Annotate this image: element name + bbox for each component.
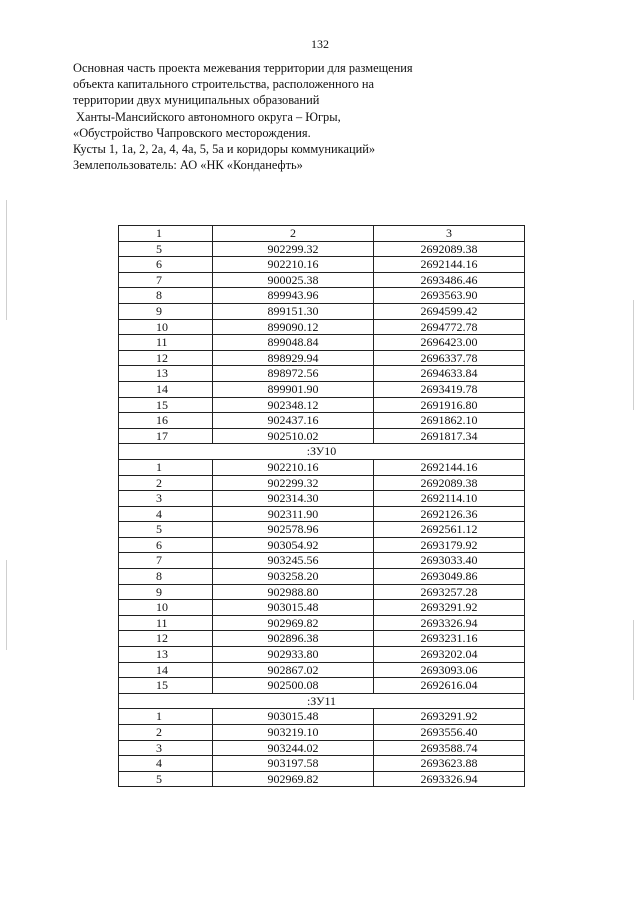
table-row: [119, 288, 525, 304]
point-number-cell: 14: [119, 381, 213, 397]
table-row: [119, 631, 525, 647]
point-number-cell: 8: [119, 288, 213, 304]
point-number-cell: 3: [119, 491, 213, 507]
table-row: [119, 303, 525, 319]
heading-line: Основная часть проекта межевания территории для размещения: [73, 61, 413, 75]
point-number-cell: 6: [119, 537, 213, 553]
y-coordinate-cell: 2692561.12: [374, 522, 525, 538]
y-coordinate-cell: 2693257.28: [374, 584, 525, 600]
y-coordinate-cell: 2693093.06: [374, 662, 525, 678]
y-coordinate-cell: 2696337.78: [374, 350, 525, 366]
y-coordinate-cell: 2692126.36: [374, 506, 525, 522]
point-number-cell: 13: [119, 647, 213, 663]
x-coordinate-cell: 903197.58: [213, 756, 374, 772]
x-coordinate-cell: 902578.96: [213, 522, 374, 538]
y-coordinate-cell: 2696423.00: [374, 335, 525, 351]
y-coordinate-cell: 2692144.16: [374, 257, 525, 273]
table-row: [119, 241, 525, 257]
point-number-cell: 15: [119, 678, 213, 694]
point-number-cell: 11: [119, 615, 213, 631]
point-number-cell: 12: [119, 350, 213, 366]
table-row: [119, 678, 525, 694]
table-row: [119, 647, 525, 663]
point-number-cell: 5: [119, 771, 213, 787]
table-row: [119, 257, 525, 273]
x-coordinate-cell: 903219.10: [213, 725, 374, 741]
table-row: [119, 584, 525, 600]
y-coordinate-cell: 2693179.92: [374, 537, 525, 553]
y-coordinate-cell: 2693486.46: [374, 272, 525, 288]
table-row: [119, 397, 525, 413]
x-coordinate-cell: 902510.02: [213, 428, 374, 444]
table-row: [119, 335, 525, 351]
y-coordinate-cell: 2694772.78: [374, 319, 525, 335]
x-coordinate-cell: 899151.30: [213, 303, 374, 319]
x-coordinate-cell: 902969.82: [213, 615, 374, 631]
x-coordinate-cell: 902933.80: [213, 647, 374, 663]
table-row: [119, 506, 525, 522]
point-number-cell: 1: [119, 709, 213, 725]
x-coordinate-cell: 900025.38: [213, 272, 374, 288]
point-number-cell: 17: [119, 428, 213, 444]
y-coordinate-cell: 2693563.90: [374, 288, 525, 304]
point-number-cell: 3: [119, 740, 213, 756]
table-row: [119, 381, 525, 397]
y-coordinate-cell: 2693326.94: [374, 771, 525, 787]
point-number-cell: 2: [119, 725, 213, 741]
x-coordinate-cell: 902299.32: [213, 475, 374, 491]
point-number-cell: 7: [119, 553, 213, 569]
point-number-cell: 6: [119, 257, 213, 273]
point-number-cell: 2: [119, 475, 213, 491]
point-number-cell: 5: [119, 241, 213, 257]
x-coordinate-cell: 903054.92: [213, 537, 374, 553]
point-number-cell: 9: [119, 584, 213, 600]
point-number-cell: 15: [119, 397, 213, 413]
point-number-cell: 10: [119, 600, 213, 616]
point-number-cell: 5: [119, 522, 213, 538]
y-coordinate-cell: 2693419.78: [374, 381, 525, 397]
x-coordinate-cell: 902896.38: [213, 631, 374, 647]
x-coordinate-cell: 902311.90: [213, 506, 374, 522]
table-row: [119, 350, 525, 366]
point-number-cell: 11: [119, 335, 213, 351]
x-coordinate-cell: 902210.16: [213, 459, 374, 475]
x-coordinate-cell: 902500.08: [213, 678, 374, 694]
table-row: [119, 662, 525, 678]
table-row: [119, 569, 525, 585]
x-coordinate-cell: 899048.84: [213, 335, 374, 351]
heading-line: объекта капитального строительства, расположенного на: [73, 77, 375, 92]
x-coordinate-cell: 898972.56: [213, 366, 374, 382]
x-coordinate-cell: 902969.82: [213, 771, 374, 787]
y-coordinate-cell: 2691817.34: [374, 428, 525, 444]
x-coordinate-cell: 899943.96: [213, 288, 374, 304]
y-coordinate-cell: 2694599.42: [374, 303, 525, 319]
x-coordinate-cell: 902988.80: [213, 584, 374, 600]
coordinates-table: [118, 225, 525, 787]
heading-line: территории двух муниципальных образований: [73, 93, 320, 108]
y-coordinate-cell: 2691916.80: [374, 397, 525, 413]
scan-edge-mark: [633, 620, 634, 700]
x-coordinate-cell: 902437.16: [213, 413, 374, 429]
table-row: [119, 553, 525, 569]
column-header-x: 2: [213, 226, 374, 242]
y-coordinate-cell: 2693202.04: [374, 647, 525, 663]
x-coordinate-cell: 903245.56: [213, 553, 374, 569]
x-coordinate-cell: 903015.48: [213, 600, 374, 616]
y-coordinate-cell: 2693326.94: [374, 615, 525, 631]
x-coordinate-cell: 902867.02: [213, 662, 374, 678]
column-header-y: 3: [374, 226, 525, 242]
point-number-cell: 1: [119, 459, 213, 475]
y-coordinate-cell: 2692114.10: [374, 491, 525, 507]
heading-line: Ханты-Мансийского автономного округа – Югры,: [76, 109, 341, 124]
point-number-cell: 8: [119, 569, 213, 585]
y-coordinate-cell: 2692089.38: [374, 241, 525, 257]
point-number-cell: 10: [119, 319, 213, 335]
y-coordinate-cell: 2692616.04: [374, 678, 525, 694]
table-row: [119, 740, 525, 756]
y-coordinate-cell: 2693556.40: [374, 725, 525, 741]
point-number-cell: 4: [119, 506, 213, 522]
table-row: [119, 725, 525, 741]
point-number-cell: 14: [119, 662, 213, 678]
column-header-point: 1: [119, 226, 213, 242]
table-row: [119, 615, 525, 631]
y-coordinate-cell: 2693588.74: [374, 740, 525, 756]
heading-line: Кусты 1, 1а, 2, 2а, 4, 4а, 5, 5а и коридоры коммуникаций»: [73, 142, 376, 157]
y-coordinate-cell: 2694633.84: [374, 366, 525, 382]
heading-line: «Обустройство Чапровского месторождения.: [73, 125, 311, 140]
table-row: [119, 459, 525, 475]
table-row: [119, 537, 525, 553]
table-row: [119, 475, 525, 491]
point-number-cell: 12: [119, 631, 213, 647]
table-row: [119, 771, 525, 787]
point-number-cell: 16: [119, 413, 213, 429]
scan-edge-mark: [6, 200, 7, 320]
y-coordinate-cell: 2692089.38: [374, 475, 525, 491]
x-coordinate-cell: 902210.16: [213, 257, 374, 273]
table-row: [119, 491, 525, 507]
coordinates-table-body: [119, 226, 525, 787]
page-number: 132: [311, 37, 329, 51]
x-coordinate-cell: 903258.20: [213, 569, 374, 585]
x-coordinate-cell: 902348.12: [213, 397, 374, 413]
y-coordinate-cell: 2693623.88: [374, 756, 525, 772]
table-row: [119, 272, 525, 288]
x-coordinate-cell: 902299.32: [213, 241, 374, 257]
y-coordinate-cell: 2693291.92: [374, 709, 525, 725]
y-coordinate-cell: 2693049.86: [374, 569, 525, 585]
x-coordinate-cell: 902314.30: [213, 491, 374, 507]
table-row: [119, 428, 525, 444]
coordinates-table-wrap: [118, 225, 522, 787]
x-coordinate-cell: 898929.94: [213, 350, 374, 366]
scan-edge-mark: [6, 560, 7, 650]
scan-edge-mark: [633, 300, 634, 410]
table-row: [119, 709, 525, 725]
x-coordinate-cell: 899090.12: [213, 319, 374, 335]
table-row: [119, 756, 525, 772]
table-row: [119, 366, 525, 382]
section-title: :ЗУ10: [119, 444, 525, 460]
section-header-row: [119, 444, 525, 460]
table-row: [119, 413, 525, 429]
y-coordinate-cell: 2693291.92: [374, 600, 525, 616]
x-coordinate-cell: 903244.02: [213, 740, 374, 756]
x-coordinate-cell: 903015.48: [213, 709, 374, 725]
y-coordinate-cell: 2691862.10: [374, 413, 525, 429]
document-heading: [73, 60, 493, 173]
point-number-cell: 7: [119, 272, 213, 288]
y-coordinate-cell: 2693033.40: [374, 553, 525, 569]
y-coordinate-cell: 2693231.16: [374, 631, 525, 647]
x-coordinate-cell: 899901.90: [213, 381, 374, 397]
point-number-cell: 13: [119, 366, 213, 382]
table-row: [119, 319, 525, 335]
point-number-cell: 4: [119, 756, 213, 772]
table-header-row: [119, 226, 525, 242]
table-row: [119, 522, 525, 538]
section-header-row: [119, 693, 525, 709]
table-row: [119, 600, 525, 616]
heading-line: Землепользователь: АО «НК «Конданефть»: [73, 158, 303, 173]
y-coordinate-cell: 2692144.16: [374, 459, 525, 475]
point-number-cell: 9: [119, 303, 213, 319]
section-title: :ЗУ11: [119, 693, 525, 709]
